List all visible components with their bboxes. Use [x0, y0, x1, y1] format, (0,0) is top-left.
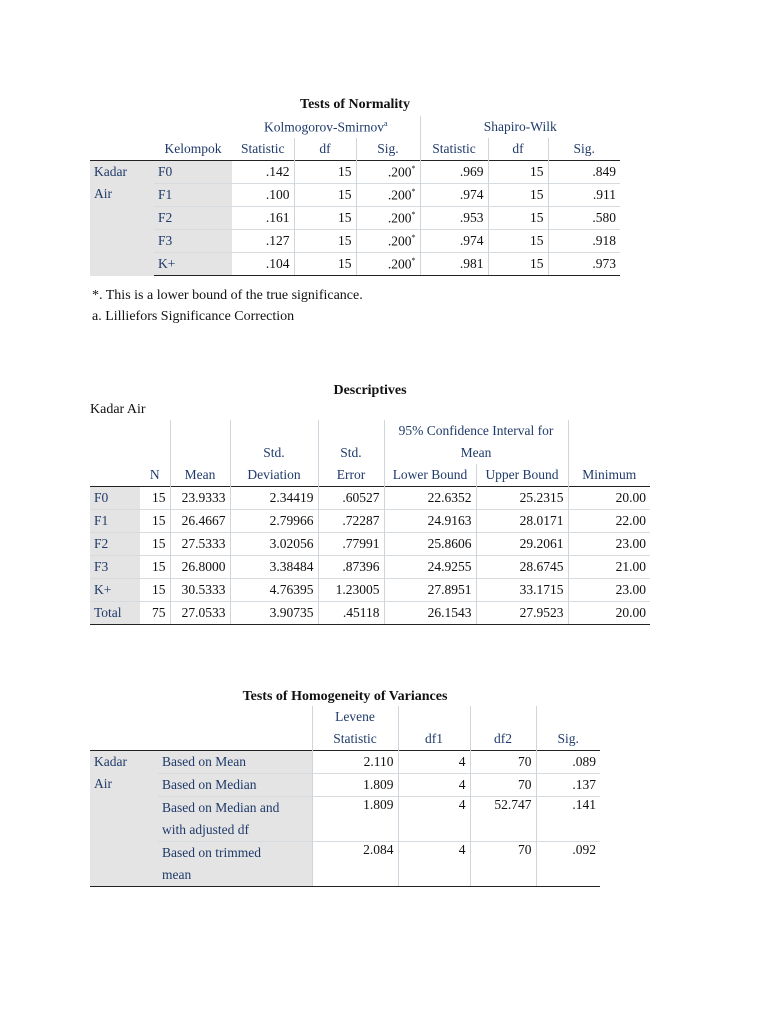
cell: .092	[536, 842, 600, 887]
cell: .089	[536, 751, 600, 774]
cell: 15	[140, 579, 170, 602]
n-header: N	[149, 467, 160, 482]
cell: 15	[294, 161, 356, 184]
cell: 4	[398, 842, 470, 887]
cell: .127	[232, 230, 294, 253]
cell: .142	[232, 161, 294, 184]
cell: .849	[548, 161, 620, 184]
df1-header: df1	[398, 728, 470, 751]
homogeneity-title: Tests of Homogeneity of Variances	[242, 689, 448, 704]
lower-bound-header: Lower Bound	[384, 464, 476, 487]
cell: .200*	[356, 207, 420, 230]
minimum-header: Minimum	[568, 464, 650, 487]
cell: 1.809	[312, 797, 398, 842]
cell: 22.00	[568, 510, 650, 533]
cell: 3.02056	[230, 533, 318, 556]
cell: 15	[140, 556, 170, 579]
cell: 30.5333	[170, 579, 230, 602]
cell: 33.1715	[476, 579, 568, 602]
table-row	[90, 487, 650, 510]
cell: 21.00	[568, 556, 650, 579]
sw-group-header: Shapiro-Wilk	[420, 116, 620, 138]
cell: .200*	[356, 230, 420, 253]
ci-header-line2: Mean	[384, 442, 568, 464]
descriptives-title-wrap	[90, 380, 650, 402]
table-row	[90, 230, 620, 253]
method-label: Based on Median and with adjusted df	[158, 797, 312, 842]
ks-df-header: df	[294, 138, 356, 161]
cell: 25.8606	[384, 533, 476, 556]
cell: .200*	[356, 184, 420, 207]
sw-sig-header: Sig.	[548, 138, 620, 161]
cell: 15	[488, 161, 548, 184]
kelompok-header: Kelompok	[164, 141, 222, 156]
cell: 27.0533	[170, 602, 230, 625]
std-deviation-header-1: Std.	[230, 442, 318, 464]
cell: 26.1543	[384, 602, 476, 625]
cell: 24.9163	[384, 510, 476, 533]
cell: 15	[488, 253, 548, 276]
levene-header-1: Levene	[312, 706, 398, 728]
group-label: F0	[154, 161, 232, 184]
cell: 29.2061	[476, 533, 568, 556]
normality-body	[90, 161, 620, 276]
cell: 1.809	[312, 774, 398, 797]
cell: 15	[294, 253, 356, 276]
table-row	[90, 842, 600, 887]
upper-bound-header: Upper Bound	[476, 464, 568, 487]
cell: 26.8000	[170, 556, 230, 579]
group-label: F2	[90, 533, 140, 556]
table-row	[90, 774, 600, 797]
cell: 27.9523	[476, 602, 568, 625]
table-row	[90, 184, 620, 207]
table-row	[90, 510, 650, 533]
method-label: Based on Mean	[158, 751, 312, 774]
table-row	[90, 602, 650, 625]
cell: 3.38484	[230, 556, 318, 579]
group-label: F0	[90, 487, 140, 510]
table-row	[90, 207, 620, 230]
ks-sig-header: Sig.	[356, 138, 420, 161]
cell: 4	[398, 774, 470, 797]
cell: 27.8951	[384, 579, 476, 602]
std-deviation-header-2: Deviation	[230, 464, 318, 487]
cell: .72287	[318, 510, 384, 533]
cell: .141	[536, 797, 600, 842]
method-label: Based on trimmed mean	[158, 842, 312, 887]
cell: 28.6745	[476, 556, 568, 579]
cell: 24.9255	[384, 556, 476, 579]
descriptives-caption: Kadar Air	[90, 402, 146, 417]
normality-title: Tests of Normality	[300, 97, 410, 112]
cell: .911	[548, 184, 620, 207]
cell: 15	[488, 230, 548, 253]
cell: 15	[294, 207, 356, 230]
levene-header-2: Statistic	[312, 728, 398, 751]
table-row	[90, 161, 620, 184]
cell: .87396	[318, 556, 384, 579]
ks-statistic-header: Statistic	[241, 141, 285, 156]
sw-statistic-header: Statistic	[420, 138, 488, 161]
cell: 75	[140, 602, 170, 625]
variable-label: Kadar Air	[90, 751, 158, 887]
cell: .981	[420, 253, 488, 276]
group-label: F2	[154, 207, 232, 230]
cell: 15	[294, 230, 356, 253]
df2-header: df2	[470, 728, 536, 751]
std-error-header-1: Std.	[318, 442, 384, 464]
cell: 20.00	[568, 487, 650, 510]
cell: 15	[140, 487, 170, 510]
descriptives-table-block	[90, 420, 650, 625]
group-label: Total	[90, 602, 140, 625]
variable-label: Kadar Air	[90, 161, 154, 276]
group-label: F1	[154, 184, 232, 207]
cell: 27.5333	[170, 533, 230, 556]
method-label: Based on Median	[158, 774, 312, 797]
homogeneity-table	[90, 706, 600, 887]
cell: 15	[140, 510, 170, 533]
cell: .974	[420, 230, 488, 253]
cell: 15	[294, 184, 356, 207]
cell: .973	[548, 253, 620, 276]
descriptives-table	[90, 420, 650, 625]
descriptives-title: Descriptives	[333, 383, 407, 398]
homogeneity-table-block	[90, 706, 600, 887]
sig-header: Sig.	[536, 728, 600, 751]
cell: 20.00	[568, 602, 650, 625]
cell: 23.9333	[170, 487, 230, 510]
group-label: F3	[154, 230, 232, 253]
cell: 4.76395	[230, 579, 318, 602]
cell: 4	[398, 751, 470, 774]
homogeneity-body	[90, 751, 600, 887]
cell: 70	[470, 774, 536, 797]
cell: .969	[420, 161, 488, 184]
sw-df-header: df	[488, 138, 548, 161]
table-row	[90, 579, 650, 602]
cell: .918	[548, 230, 620, 253]
cell: 70	[470, 751, 536, 774]
cell: .104	[232, 253, 294, 276]
cell: 2.34419	[230, 487, 318, 510]
footnote-lilliefors: a. Lilliefors Significance Correction	[92, 309, 295, 324]
cell: 15	[140, 533, 170, 556]
table-row	[90, 556, 650, 579]
table-row	[90, 253, 620, 276]
cell: 28.0171	[476, 510, 568, 533]
cell: .45118	[318, 602, 384, 625]
cell: 52.747	[470, 797, 536, 842]
cell: .77991	[318, 533, 384, 556]
cell: .161	[232, 207, 294, 230]
table-row	[90, 751, 600, 774]
cell: 15	[488, 207, 548, 230]
cell: 26.4667	[170, 510, 230, 533]
cell: 23.00	[568, 579, 650, 602]
cell: 15	[488, 184, 548, 207]
cell: .974	[420, 184, 488, 207]
table-row	[90, 797, 600, 842]
cell: 2.79966	[230, 510, 318, 533]
cell: 23.00	[568, 533, 650, 556]
descriptives-body	[90, 487, 650, 625]
footnote-lower-bound: *. This is a lower bound of the true significance.	[92, 288, 363, 303]
cell: 2.110	[312, 751, 398, 774]
cell: .100	[232, 184, 294, 207]
ks-group-header: Kolmogorov-Smirnov$^a$	[263, 118, 388, 135]
cell: 2.084	[312, 842, 398, 887]
mean-header: Mean	[170, 464, 230, 487]
group-label: K+	[90, 579, 140, 602]
group-label: F1	[90, 510, 140, 533]
table-row	[90, 533, 650, 556]
cell: .200*	[356, 161, 420, 184]
cell: 4	[398, 797, 470, 842]
cell: .200*	[356, 253, 420, 276]
cell: .137	[536, 774, 600, 797]
cell: .60527	[318, 487, 384, 510]
ci-header-line1: 95% Confidence Interval for	[384, 420, 568, 442]
normality-table-block	[90, 94, 620, 276]
group-label: F3	[90, 556, 140, 579]
normality-table	[90, 94, 620, 276]
cell: .580	[548, 207, 620, 230]
homogeneity-title-wrap	[90, 686, 600, 708]
group-label: K+	[154, 253, 232, 276]
cell: .953	[420, 207, 488, 230]
cell: 22.6352	[384, 487, 476, 510]
cell: 1.23005	[318, 579, 384, 602]
std-error-header-2: Error	[318, 464, 384, 487]
cell: 70	[470, 842, 536, 887]
cell: 3.90735	[230, 602, 318, 625]
cell: 25.2315	[476, 487, 568, 510]
